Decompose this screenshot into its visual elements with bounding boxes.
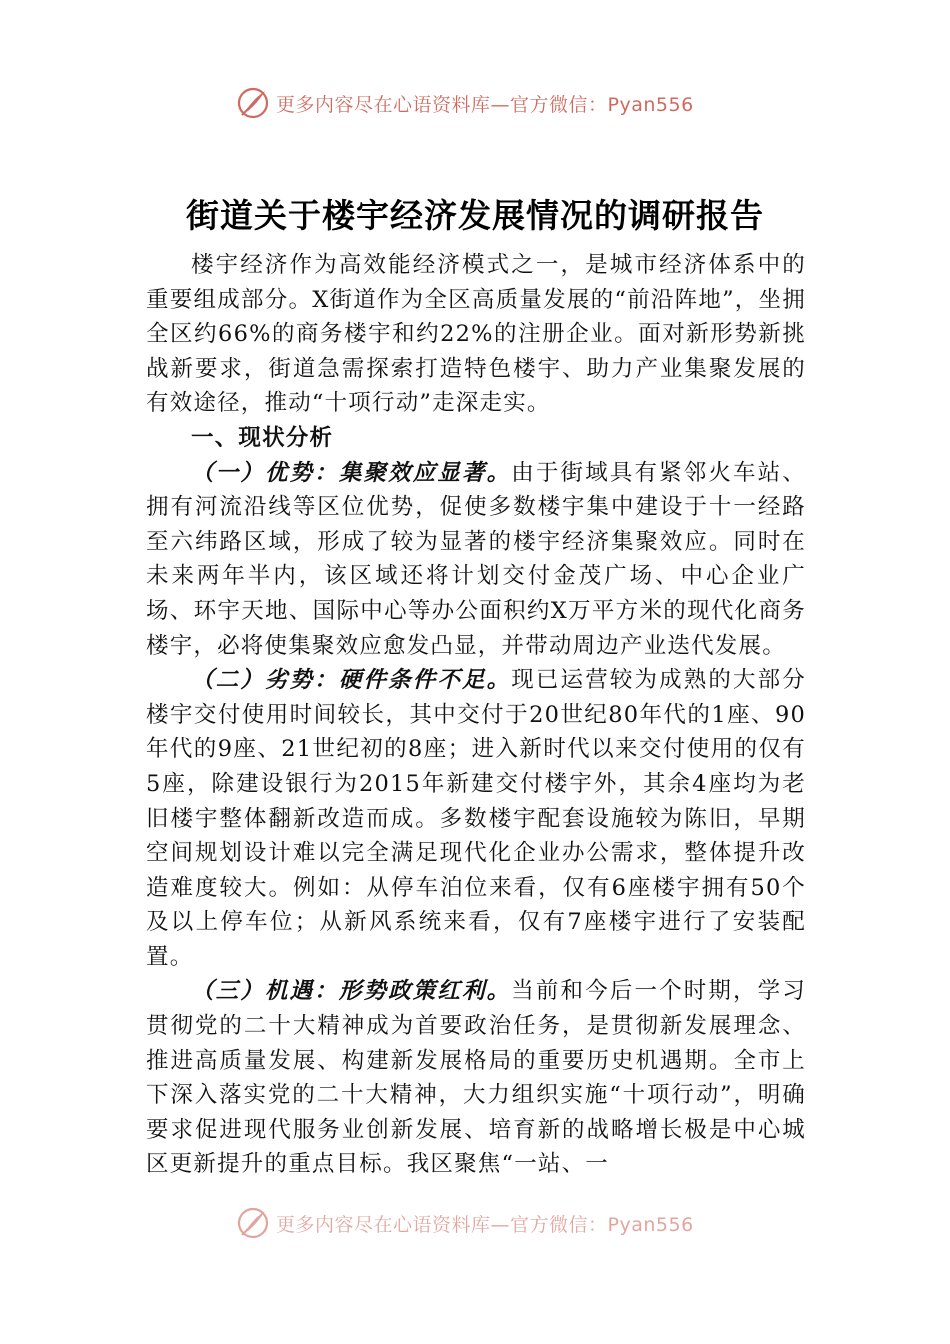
document-title: 街道关于楼宇经济发展情况的调研报告 xyxy=(186,196,764,235)
paragraph-text: 由于街域具有紧邻火车站、拥有河流沿线等区位优势，促使多数楼宇集中建设于十一经路至六纬路区域，形成了较为显著的楼宇经济集聚效应。同时在未来两年半内，该区域还将计划交付金茂广场、中心企业广场、环宇天地、国际中心等办公面积约X万平方米的现代化商务楼宇，必将使集聚效应愈发凸显，并带动周边产业迭代发展。 xyxy=(146,459,806,659)
paragraph-text: 当前和今后一个时期，学习贯彻党的二十大精神成为首要政治任务，是贯彻新发展理念、推进高质量发展、构建新发展格局的重要历史机遇期。全市上下深入落实党的二十大精神，大力组织实施“十项行动”，明确要求促进现代服务业创新发展、培育新的战略增长极是中心城区更新提升的重点目标。我区聚焦“一站、一 xyxy=(146,978,806,1178)
paragraph-lead: （二）劣势：硬件条件不足。 xyxy=(191,667,512,694)
watermark-top xyxy=(236,86,694,120)
paragraph-advantage xyxy=(146,456,806,664)
intro-paragraph: 楼宇经济作为高效能经济模式之一，是城市经济体系中的重要组成部分。X街道作为全区高质量发展的“前沿阵地”，坐拥全区约66%的商务楼宇和约22%的注册企业。面对新形势新挑战新要求，街道急需探索打造特色楼宇、助力产业集聚发展的有效途径，推动“十项行动”走深走实。 xyxy=(146,252,806,417)
paragraph-text: 现已运营较为成熟的大部分楼宇交付使用时间较长，其中交付于20世纪80年代的1座、90年代的9座、21世纪初的8座；进入新时代以来交付使用的仅有5座，除建设银行为2015年新建交付楼宇外，其余4座均为老旧楼宇整体翻新改造而成。多数楼宇配套设施较为陈旧，早期空间规划设计难以完全满足现代化企业办公需求，整体提升改造难度较大。例如：从停车泊位来看，仅有6座楼宇拥有50个及以上停车位；从新风系统来看，仅有7座楼宇进行了安装配置。 xyxy=(146,667,806,970)
watermark-text: 更多内容尽在心语资料库—官方微信：Pyan556 xyxy=(276,1213,694,1236)
paragraph-lead: （三）机遇：形势政策红利。 xyxy=(191,978,512,1005)
feather-logo-icon xyxy=(236,86,270,120)
section-heading: 一、现状分析 xyxy=(191,424,334,451)
watermark-bottom xyxy=(236,1206,694,1240)
document-body xyxy=(146,248,806,1182)
feather-logo-icon xyxy=(236,1206,270,1240)
watermark-text: 更多内容尽在心语资料库—官方微信：Pyan556 xyxy=(276,93,694,116)
paragraph-disadvantage xyxy=(146,663,806,974)
paragraph-opportunity xyxy=(146,974,806,1182)
paragraph-lead: （一）优势：集聚效应显著。 xyxy=(191,459,512,486)
